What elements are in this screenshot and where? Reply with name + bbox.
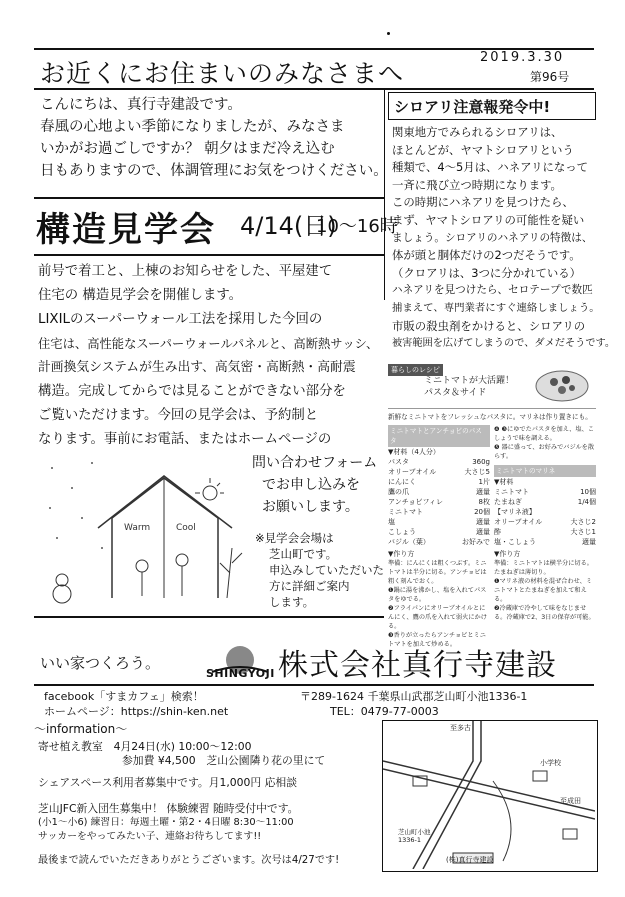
ingredient-amount: 20個 [474, 508, 490, 516]
ingredient-name: たまねぎ [494, 498, 522, 506]
ingredient-name: 塩 [388, 518, 395, 526]
ingredient-name: 酢 [494, 528, 501, 536]
termite-body [392, 124, 616, 353]
column-divider [384, 90, 385, 300]
termite-line: （クロアリは、3つに分かれている） [392, 265, 582, 280]
ingredient-row [388, 537, 490, 547]
ingredient-row [494, 537, 596, 547]
ingredient-row [388, 507, 490, 517]
info-item [38, 802, 378, 844]
termite-line: ましょう。シロアリのハネアリの特徴は、 [392, 231, 593, 244]
page-title: お近くにお住まいのみなさまへ [40, 59, 405, 88]
event-line: ご覧いただけます。今回の見学会は、予約制と [38, 408, 319, 423]
recipe-step: ❷冷蔵庫で冷やして味をなじませる。冷蔵庫で2、3日の保存が可能。 [494, 605, 595, 621]
header-rule-bottom [34, 88, 594, 90]
ingredient-name: バジル（葉） [388, 538, 430, 546]
ingredient-name: 【マリネ液】 [494, 508, 536, 516]
marinade-title: ミニトマトのマリネ [494, 465, 596, 477]
pasta-more-steps [494, 425, 596, 461]
ingredient-row [494, 517, 596, 527]
map-drawing [383, 721, 595, 869]
company-logo: SHINGYOJI [206, 667, 275, 680]
ingredient-row [388, 477, 490, 487]
intro-line: 日もありますので、体調管理にお気をつけください。 [40, 163, 388, 179]
termite-line: まず、ヤマトシロアリの可能性を疑い [392, 212, 585, 227]
company-address: 〒289-1624 千葉県山武郡芝山町小池1336-1 [300, 690, 528, 703]
note-line: 申込みしていただいた [269, 563, 384, 577]
marinade-steps [494, 559, 596, 622]
ingredient-row [388, 497, 490, 507]
event-time: 10～16時 [316, 216, 398, 237]
house-cool-label: Cool [176, 523, 196, 533]
event-rule-bottom [34, 254, 384, 256]
recipe-dish-image [532, 364, 592, 404]
note-line: します。 [269, 595, 315, 609]
ingredient-row [388, 527, 490, 537]
ingredient-amount: 大さじ5 [464, 468, 490, 476]
ingredient-name: アンチョビフィレ [388, 498, 443, 506]
ingredient-amount: 360g [472, 458, 490, 466]
info-item-sub: 参加費 ¥4,500 芝山公園隣り花の里にて [122, 754, 326, 767]
event-line: 住宅は、高性能なスーパーウォールパネルと、高断熱サッシ、 [38, 337, 379, 351]
pasta-title: ミニトマトとアンチョビのパスタ [388, 425, 490, 447]
info-item [38, 776, 378, 790]
ingredient-row [494, 497, 596, 507]
pasta-steps-label: ▼作り方 [388, 550, 415, 558]
ingredient-row [494, 507, 596, 517]
ingredient-amount: 大さじ2 [570, 518, 596, 526]
event-line: 構造。完成してからでは見ることができない部分を [38, 384, 346, 399]
event-line: 計画換気システムが生み出す、高気密・高断熱・高耐震 [38, 360, 356, 375]
recipe-step: ❷フライパンにオリーブオイルとにんにく、鷹の爪を入れて弱火にかける。 [388, 605, 487, 630]
ingredient-amount: 8枚 [478, 498, 490, 506]
intro-line: 春風の心地よい季節になりましたが、みなさま [40, 119, 345, 135]
ingredient-name: ミニトマト [388, 508, 423, 516]
map-label-right: 至成田 [560, 797, 581, 805]
recipe-step: ❸香りが立ったらアンチョビとミニトマトを加えて炒める。 [388, 632, 486, 648]
issue-number: 第96号 [530, 70, 570, 84]
info-item-text: 芝山JFC新入団生募集中！ 体験練習 随時受付中です。 [38, 802, 299, 815]
map-label-school: 小学校 [540, 759, 561, 767]
event-date: 4/14(日) [240, 212, 337, 240]
recipe-step: ❶鍋に湯を沸かし、塩を入れてパスタをゆでる。 [388, 587, 487, 603]
house-warm-label: Warm [124, 523, 151, 533]
marinade-ingredients [494, 487, 596, 547]
ingredient-amount: 10個 [580, 488, 596, 496]
info-list [38, 740, 378, 868]
ingredient-name: 塩・こしょう [494, 538, 536, 546]
info-item-text: 最後まで読んでいただきありがとうございます。次号は4/27です! [38, 855, 340, 866]
termite-line: 被害範囲を広げてしまうので、ダメだそうです。 [392, 338, 616, 350]
event-body [38, 260, 383, 452]
termite-line: 種類で、4～5月は、ハネアリになって [392, 160, 589, 175]
decor-dot [387, 32, 390, 35]
ingredient-amount: 適量 [476, 488, 490, 496]
info-item-sub: サッカーをやってみたい子、連絡お待ちしてます!! [38, 831, 262, 842]
recipe-card [388, 362, 596, 648]
issue-date: 2019.3.30 [480, 50, 565, 65]
ingredient-name: パスタ [388, 458, 409, 466]
recipe-intro: 新鮮なミニトマトをフレッシュなパスタに。マリネは作り置きにも。 [388, 413, 592, 421]
ingredient-amount: 大さじ1 [570, 528, 596, 536]
ingredient-row [388, 487, 490, 497]
ingredient-name: オリーブオイル [388, 468, 437, 476]
pasta-ing-label: ▼材料（4人分） [388, 448, 440, 456]
ingredient-amount: お好みで [462, 538, 490, 546]
termite-line: 一斉に飛び立つ時期になります。 [392, 177, 562, 192]
termite-line: 体が頭と胴体だけの2つだそうです。 [392, 248, 581, 263]
termite-line: 市販の殺虫剤をかけると、シロアリの [392, 318, 586, 333]
facebook-text[interactable]: facebook「すまカフェ」検索！ [44, 690, 204, 703]
ingredient-row [388, 457, 490, 467]
ingredient-name: オリーブオイル [494, 518, 543, 526]
event-line: 前号で着工と、上棟のお知らせをした、平屋建て [38, 264, 333, 279]
recipe-step: 準備：にんにくは粗くつぶす。ミニトマトは半分に切る。アンチョビは粗く刻んでおく。 [388, 560, 487, 585]
recipe-step: ❺ 器に盛って、お好みでバジルを散らす。 [494, 444, 595, 460]
map-label-addr: 芝山町小池1336-1 [398, 828, 431, 844]
event-rule-top [34, 197, 384, 199]
recipe-title: ミニトマトが大活躍！ [424, 376, 515, 386]
ingredient-row [494, 487, 596, 497]
ingredient-row [494, 527, 596, 537]
info-item-text: シェアスペース利用者募集中です。月1,000円 応相談 [38, 776, 298, 789]
termite-line: 捕まえて、専門業者にすぐ連絡しましょう。 [392, 301, 600, 314]
event-line: なります。事前にお電話、またはホームページの [38, 432, 332, 447]
note-line: 芝山町です。 [269, 547, 338, 561]
info-item-text: 寄せ植え教室 4月24日(水) 10:00～12:00 [38, 740, 252, 753]
info-item-sub: (小1～小6) 練習日：毎週土曜・第2・4日曜 8:30～11:00 [38, 817, 294, 828]
event-form-text [252, 452, 377, 518]
termite-line: この時期にハネアリを見つけたら、 [392, 195, 574, 210]
event-line: LIXILのスーパーウォール工法を採用した今回の [38, 312, 323, 327]
form-line: 問い合わせフォーム [252, 455, 378, 471]
marinade-steps-label: ▼作り方 [494, 550, 521, 558]
termite-title: シロアリ注意報発令中! [394, 98, 551, 116]
pasta-steps [388, 559, 490, 649]
recipe-subtitle: パスタ＆サイド [424, 388, 487, 398]
map-label-company: (株)真行寺建設 [446, 856, 494, 864]
ingredient-amount: 1片 [478, 478, 490, 486]
termite-line: 関東地方でみられるシロアリは、 [392, 125, 563, 139]
ingredient-name: にんにく [388, 478, 416, 486]
pasta-ingredients [388, 457, 490, 547]
ingredient-amount: 1/4個 [577, 498, 596, 506]
homepage-link[interactable]: ホームページ：https://shin-ken.net [44, 705, 229, 718]
termite-line: ほとんどが、ヤマトシロアリという [392, 142, 574, 157]
intro-text [40, 94, 390, 182]
ingredient-amount: 適量 [476, 528, 490, 536]
map-label-top: 至多古 [450, 724, 471, 732]
ingredient-name: こしょう [388, 528, 416, 536]
ingredient-row [388, 517, 490, 527]
company-rule-top [34, 616, 384, 618]
company-slogan: いい家つくろう。 [40, 654, 161, 672]
ingredient-name: ミニトマト [494, 488, 529, 496]
company-name: 株式会社真行寺建設 [278, 648, 557, 683]
ingredient-name: 鷹の爪 [388, 488, 409, 496]
venue-note [255, 530, 384, 610]
intro-line: いかがお過ごしですか？ 朝夕はまだ冷え込む [40, 141, 335, 157]
info-item [38, 854, 378, 868]
note-line: 方に詳細ご案内 [269, 579, 350, 593]
intro-line: こんにちは、真行寺建設です。 [40, 97, 242, 113]
ingredient-amount: 適量 [582, 538, 596, 546]
recipe-badge: 暮らしのレシピ [388, 364, 443, 376]
event-line: 住宅の 構造見学会を開催します。 [38, 288, 243, 303]
marinade-ing-label: ▼材料 [494, 478, 514, 486]
recipe-step: ❹ ❸にゆでたパスタを加え、塩、こしょうで味を調える。 [494, 426, 595, 442]
house-illustration [42, 448, 252, 608]
recipe-step: 準備：ミニトマトは横半分に切る。たまねぎは薄切り。 [494, 560, 593, 576]
info-heading: ～information～ [34, 722, 128, 736]
form-line: お願いします。 [262, 499, 359, 515]
company-rule-bottom [34, 684, 594, 686]
ingredient-row [388, 467, 490, 477]
termite-line: ハネアリを見つけたら、セロテープで数匹 [392, 284, 593, 297]
event-title: 構造見学会 [36, 210, 216, 250]
ingredient-amount: 適量 [476, 518, 490, 526]
info-item [38, 740, 378, 768]
recipe-step: ❶マリネ液の材料を混ぜ合わせ、ミニトマトとたまねぎを加えて和える。 [494, 578, 593, 603]
form-line: でお申し込みを [262, 477, 360, 493]
company-tel: TEL：0479-77-0003 [330, 705, 439, 718]
note-line: ※見学会会場は [255, 531, 334, 545]
